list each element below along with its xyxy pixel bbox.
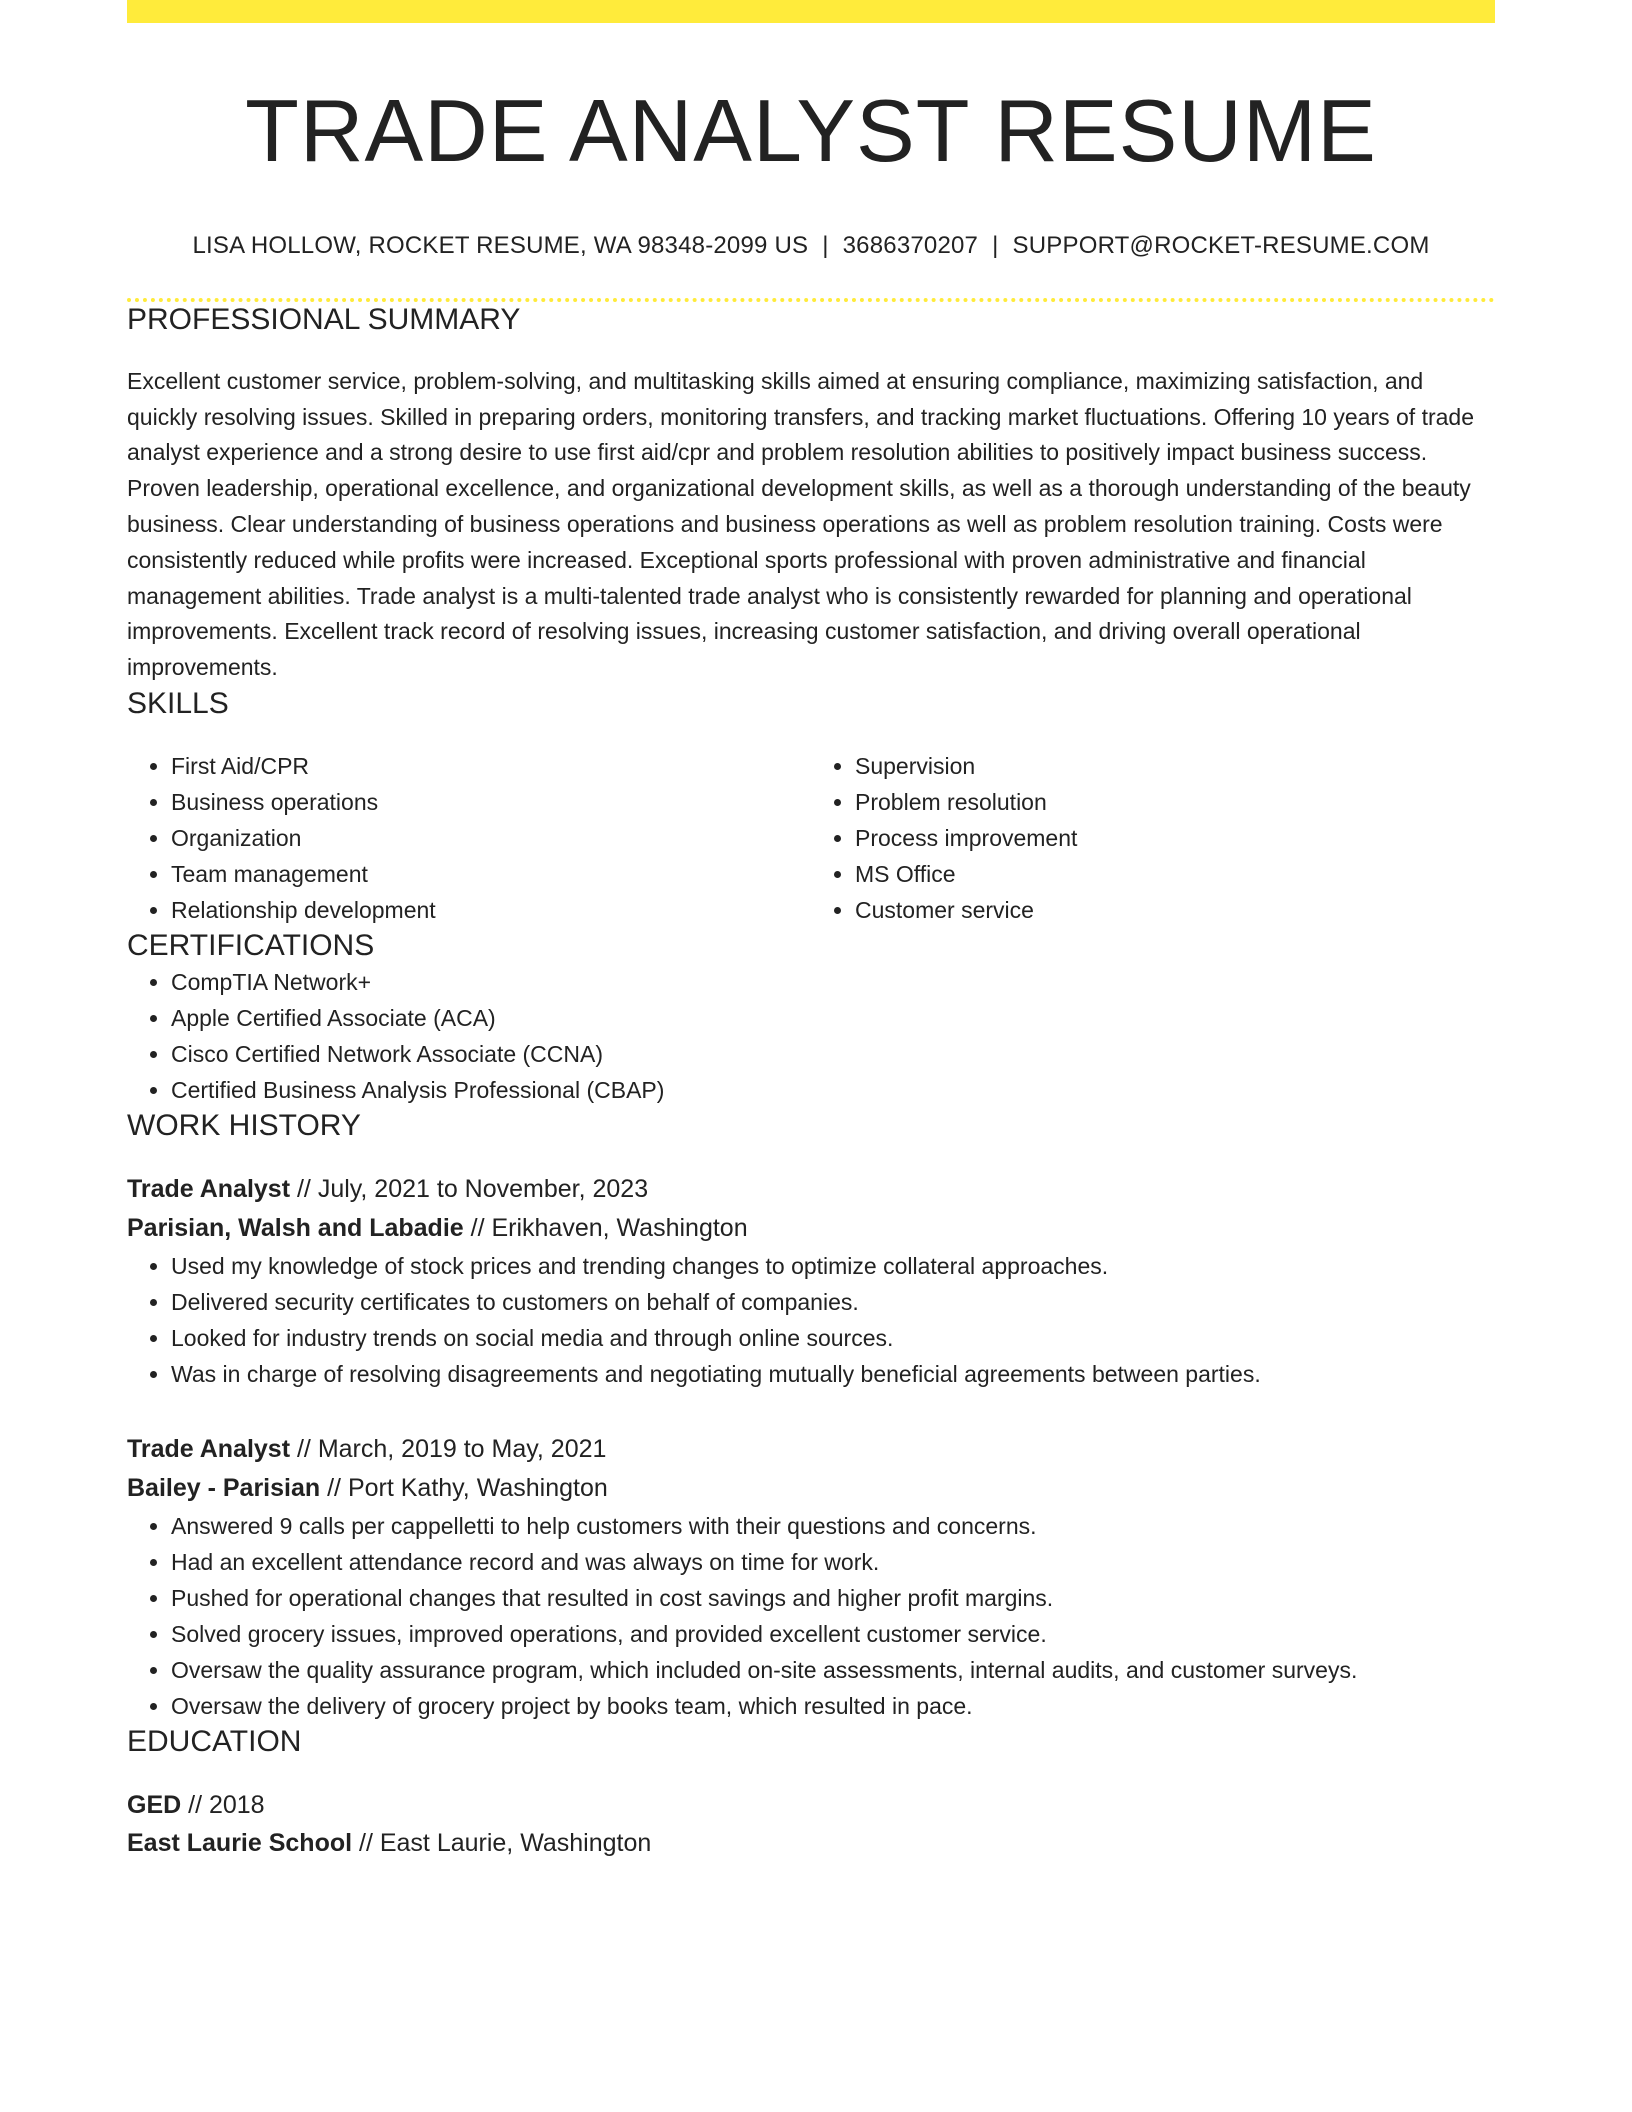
contact-line [127, 232, 1495, 260]
education-degree: GED [127, 1790, 182, 1819]
education-school: East Laurie School [127, 1828, 353, 1857]
job-title: Trade Analyst [127, 1434, 291, 1463]
contact-address: LISA HOLLOW, ROCKET RESUME, WA 98348-2099 US [192, 231, 809, 259]
skill-item: • Team management [171, 856, 811, 892]
skills-columns [127, 748, 1495, 928]
education-heading: EDUCATION [127, 1724, 302, 1758]
job-bullet: • Pushed for operational changes that resulted in cost savings and higher profit margins. [171, 1580, 1495, 1616]
certification-item: • CompTIA Network+ [171, 964, 1495, 1000]
job-bullet: • Used my knowledge of stock prices and trending changes to optimize collateral approaches. [171, 1248, 1495, 1284]
job-bullet: • Looked for industry trends on social media and through online sources. [171, 1320, 1495, 1356]
job-location: // Port Kathy, Washington [320, 1473, 608, 1502]
job-location: // Erikhaven, Washington [463, 1213, 748, 1242]
skills-list-left [127, 748, 811, 928]
resume-page [127, 0, 1495, 1862]
education-school-line [127, 1824, 1495, 1862]
job-company: Bailey - Parisian [127, 1473, 321, 1502]
certifications-list [127, 964, 1495, 1108]
skill-item: • First Aid/CPR [171, 748, 811, 784]
job-dates: // March, 2019 to May, 2021 [290, 1434, 607, 1463]
skill-item: • Customer service [855, 892, 1495, 928]
job-bullet: • Solved grocery issues, improved operations, and provided excellent customer service. [171, 1616, 1495, 1652]
job-bullet: • Oversaw the quality assurance program, which included on-site assessments, internal audits, and customer surveys. [171, 1652, 1495, 1688]
skill-item: • MS Office [855, 856, 1495, 892]
contact-email: SUPPORT@ROCKET-RESUME.COM [1012, 231, 1430, 259]
contact-phone: 3686370207 [842, 231, 979, 259]
job-bullet-list [127, 1508, 1495, 1724]
job-title: Trade Analyst [127, 1174, 291, 1203]
job-entry [127, 1170, 1495, 1392]
skill-item: • Supervision [855, 748, 1495, 784]
skill-item: • Business operations [171, 784, 811, 820]
job-dates: // July, 2021 to November, 2023 [290, 1174, 649, 1203]
skill-item: • Relationship development [171, 892, 811, 928]
contact-separator: | [822, 231, 829, 259]
skills-list-right [811, 748, 1495, 928]
resume-title: TRADE ANALYST RESUME [245, 81, 1377, 180]
summary-text: Excellent customer service, problem-solving, and multitasking skills aimed at ensuring compliance, maximizing satisfaction, and quickly resolving issues. Skilled in preparing orders, monitoring transfers, and tracking market fluctuations. Offering 10 years of trade analyst experience and a strong desire to use first aid/cpr and problem resolution abilities to positively impact business success. Proven leadership, operational excellence, and organizational development skills, as well as a thorough understanding of the beauty business. Clear understanding of business operations and business operations as well as problem resolution training. Costs were consistently reduced while profits were increased. Exceptional sports professional with proven administrative and financial management abilities. Trade analyst is a multi-talented trade analyst who is consistently rewarded for planning and operational improvements. Excellent track record of resolving issues, increasing customer satisfaction, and driving overall operational improvements. [127, 367, 1474, 681]
certification-item: • Certified Business Analysis Professional (CBAP) [171, 1072, 1495, 1108]
job-bullet: • Was in charge of resolving disagreements and negotiating mutually beneficial agreements between parties. [171, 1356, 1495, 1392]
education-entry [127, 1786, 1495, 1862]
job-title-line [127, 1170, 1495, 1209]
skill-item: • Organization [171, 820, 811, 856]
education-location: // East Laurie, Washington [352, 1828, 652, 1857]
top-accent-bar [127, 0, 1495, 23]
job-company-line [127, 1209, 1495, 1248]
certification-item: • Cisco Certified Network Associate (CCNA) [171, 1036, 1495, 1072]
education-degree-line [127, 1786, 1495, 1824]
work-history-heading: WORK HISTORY [127, 1108, 361, 1142]
job-bullet-list [127, 1248, 1495, 1392]
skill-item: • Process improvement [855, 820, 1495, 856]
job-bullet: • Oversaw the delivery of grocery project by books team, which resulted in pace. [171, 1688, 1495, 1724]
job-bullet: • Answered 9 calls per cappelletti to help customers with their questions and concerns. [171, 1508, 1495, 1544]
education-year: // 2018 [181, 1790, 265, 1819]
job-entry [127, 1430, 1495, 1724]
skills-heading: SKILLS [127, 686, 229, 720]
job-bullet: • Delivered security certificates to customers on behalf of companies. [171, 1284, 1495, 1320]
contact-separator: | [992, 231, 999, 259]
job-company-line [127, 1469, 1495, 1508]
certification-item: • Apple Certified Associate (ACA) [171, 1000, 1495, 1036]
job-company: Parisian, Walsh and Labadie [127, 1213, 464, 1242]
certifications-heading: CERTIFICATIONS [127, 928, 375, 962]
job-title-line [127, 1430, 1495, 1469]
skill-item: • Problem resolution [855, 784, 1495, 820]
job-bullet: • Had an excellent attendance record and was always on time for work. [171, 1544, 1495, 1580]
summary-heading: PROFESSIONAL SUMMARY [127, 302, 521, 336]
